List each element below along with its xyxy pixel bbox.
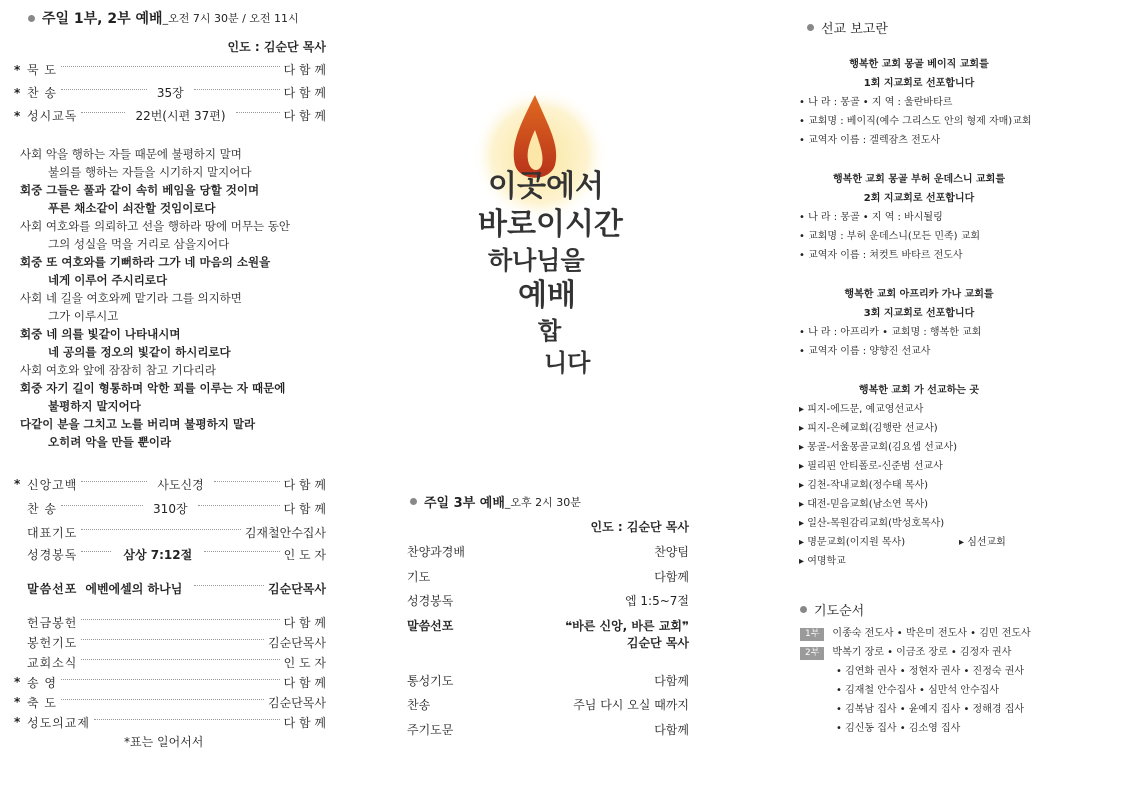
prayer-title: 기도순서 xyxy=(814,604,865,619)
order-person: 김재철안수집사 xyxy=(244,525,326,540)
service-1-2-heading xyxy=(28,8,299,28)
order-list-2 xyxy=(14,472,326,544)
service-tag: 2부 xyxy=(800,647,824,660)
stand-mark: * xyxy=(14,675,21,689)
supported-mission-item: ▸ 심선교회 xyxy=(959,537,1006,548)
order-label: 헌금봉헌 xyxy=(27,615,78,630)
supported-mission-item: ▸ 피지-에드문, 예교영선교사 xyxy=(799,400,1039,419)
order-row xyxy=(14,692,326,712)
order-person: 다 함 께 xyxy=(283,86,326,100)
prayer-names: 이종숙 전도사 • 박은미 전도사 • 김민 전도사 xyxy=(832,628,1031,639)
supported-mission-item: ▸ 몽골-서울몽골교회(김요셉 선교사) xyxy=(799,438,1039,457)
reading-line: 사회 여호와를 의뢰하고 선을 행하라 땅에 머무는 동안 xyxy=(20,219,290,233)
reading-line: 회중 자기 길이 형통하며 악한 꾀를 이루는 자 때문에 xyxy=(20,381,286,395)
mission-report-proclaim: 3회 지교회로 선포합니다 xyxy=(863,308,975,319)
service-3-order xyxy=(407,543,689,745)
order-label: 축 도 xyxy=(27,695,57,710)
reading-line: 네 공의를 정오의 빛같이 하시리로다 xyxy=(48,345,231,359)
stand-mark: * xyxy=(14,477,21,491)
order-row xyxy=(14,520,326,544)
bullet-icon xyxy=(807,24,814,31)
sermon-preacher: 김순단목사 xyxy=(268,581,326,596)
order-row xyxy=(14,712,326,732)
reading-line: 회중 또 여호와를 기뻐하라 그가 네 마음의 소원을 xyxy=(20,255,271,269)
sermon-label: 말씀선포 xyxy=(27,581,78,596)
calligraphy-text xyxy=(478,168,638,379)
prayer-row xyxy=(800,681,1100,700)
standing-note: *표는 일어서서 xyxy=(124,735,204,749)
reading-line: 푸른 채소같이 쇠잔할 것임이로다 xyxy=(48,201,216,215)
reading-line: 네게 이루어 주시리로다 xyxy=(48,273,168,287)
mission-report-heading: 행복한 교회 몽골 부허 운데스니 교회를 xyxy=(833,174,1005,185)
reading-line: 다같이 분을 그치고 노를 버리며 불평하지 말라 xyxy=(20,417,256,431)
order-row xyxy=(14,104,326,127)
order-person: 다 함 께 xyxy=(283,615,326,630)
prayer-row xyxy=(800,700,1100,719)
service-3-value: ❝바른 신앙, 바른 교회❞ 김순단 목사 xyxy=(565,618,689,650)
reading-line: 그가 이루시고 xyxy=(48,309,119,323)
order-person: 김순단목사 xyxy=(268,635,326,650)
supported-mission-item: ▸ 대전-믿음교회(남소연 목사) xyxy=(799,495,1039,514)
mission-report-heading: 행복한 교회 몽골 베이직 교회를 xyxy=(849,59,989,70)
order-label: 성도의교제 xyxy=(27,715,90,730)
mission-report-line: • 교역자 이름 : 양향진 선교사 xyxy=(799,342,1039,361)
mission-report-line: • 교역자 이름 : 쳐컷트 바타르 전도사 xyxy=(799,246,1039,265)
scripture-label: 성경봉독 xyxy=(27,547,78,562)
supported-missions xyxy=(799,381,1039,571)
service-3-row xyxy=(407,543,689,568)
reading-line: 회중 그들은 풀과 같이 속히 베임을 당할 것이며 xyxy=(20,183,260,197)
order-label: 묵 도 xyxy=(27,63,57,77)
service-3-row xyxy=(407,617,689,672)
order-row xyxy=(14,81,326,104)
stand-mark: * xyxy=(14,108,21,123)
order-row xyxy=(14,652,326,672)
service-3-label: 찬송 xyxy=(407,698,431,712)
mission-report-line: • 교회명 : 부허 운데스니(모든 민족) 교회 xyxy=(799,227,1039,246)
order-row xyxy=(14,496,326,520)
stand-mark: * xyxy=(14,62,21,77)
mission-report-heading: 행복한 교회 아프리카 가나 교회를 xyxy=(844,289,994,300)
service-3-label: 주기도문 xyxy=(407,722,454,737)
calligraphy-line: 바로이시간 xyxy=(478,207,623,242)
mission-heading xyxy=(807,18,888,37)
stand-mark: * xyxy=(14,85,21,100)
prayer-names: • 김신동 집사 • 김소영 집사 xyxy=(836,723,961,734)
mission-report-line: • 나 라 : 몽골 • 지 역 : 울란바타르 xyxy=(799,93,1039,112)
bullet-icon xyxy=(800,606,807,613)
order-person: 김순단목사 xyxy=(268,695,326,710)
order-label: 찬 송 xyxy=(27,86,57,100)
order-label: 송 영 xyxy=(27,675,57,690)
service-3-row xyxy=(407,592,689,617)
mission-report xyxy=(799,285,1039,361)
mission-report xyxy=(799,55,1039,150)
prayer-names: • 김재철 안수집사 • 심만석 안수집사 xyxy=(836,685,999,696)
order-person: 다 함 께 xyxy=(283,501,326,516)
order-list-3 xyxy=(14,612,326,732)
reading-line: 불평하지 말지어다 xyxy=(48,399,141,413)
mission-reports xyxy=(799,55,1039,381)
prayer-names: • 김복남 집사 • 윤예지 집사 • 정해경 집사 xyxy=(836,704,1025,715)
prayer-list xyxy=(800,624,1100,738)
order-detail: 22번(시편 37편) xyxy=(135,109,226,123)
calligraphy-line: 니다 xyxy=(544,348,591,377)
calligraphy-artwork xyxy=(470,90,640,420)
service-3-title: 주일 3부 예배 xyxy=(424,496,505,511)
responsive-reading xyxy=(20,145,332,451)
service-3-row xyxy=(407,568,689,593)
order-list-1 xyxy=(14,58,326,127)
calligraphy-line: 하나님을 xyxy=(488,246,585,275)
prayer-names: 박복기 장로 • 이금조 장로 • 김정자 권사 xyxy=(832,647,1012,658)
supported-mission-item: ▸ 김천-작내교회(정수태 목사) xyxy=(799,476,1039,495)
stand-mark: * xyxy=(14,715,21,729)
bullet-icon xyxy=(28,15,35,22)
mission-report-proclaim: 1회 지교회로 선포합니다 xyxy=(863,78,975,89)
supported-mission-item: ▸ 필리핀 안티폴로-신준범 선교사 xyxy=(799,457,1039,476)
service-3-value: 다함께 xyxy=(654,569,689,584)
mission-report-proclaim: 2회 지교회로 선포합니다 xyxy=(863,193,975,204)
prayer-row xyxy=(800,624,1100,643)
scripture-row xyxy=(14,544,326,564)
calligraphy-line: 이곳에서 xyxy=(488,169,604,204)
mission-report xyxy=(799,170,1039,265)
order-label: 봉헌기도 xyxy=(27,635,78,650)
service-3-value: 다함께 xyxy=(654,673,689,688)
order-person: 다 함 께 xyxy=(283,477,326,492)
mission-report-line: • 나 라 : 몽골 • 지 역 : 바시될링 xyxy=(799,208,1039,227)
service-1-2-time: _오전 7시 30분 / 오전 11시 xyxy=(162,12,299,25)
order-person: 다 함 께 xyxy=(283,675,326,690)
reading-line: 불의를 행하는 자들을 시기하지 말지어다 xyxy=(48,165,252,179)
order-label: 성시교독 xyxy=(27,109,78,123)
supported-mission-item: ▸ 명문교회(이지원 목사) ▸ 심선교회 xyxy=(799,533,1039,552)
order-person: 인 도 자 xyxy=(283,655,326,670)
service-3-heading xyxy=(410,492,581,511)
order-row xyxy=(14,58,326,81)
order-detail: 310장 xyxy=(153,501,188,516)
supported-mission-item: ▸ 일산-목원감리교회(박성호목사) xyxy=(799,514,1039,533)
stand-mark: * xyxy=(14,695,21,709)
reading-line: 회중 네 의를 빛같이 나타내시며 xyxy=(20,327,181,341)
prayer-row xyxy=(800,643,1100,662)
reading-line: 사회 네 길을 여호와께 맡기라 그를 의지하면 xyxy=(20,291,242,305)
order-label: 신앙고백 xyxy=(27,477,78,492)
prayer-names: • 김연화 권사 • 정현자 권사 • 진정숙 권사 xyxy=(836,666,1025,677)
prayer-row xyxy=(800,719,1100,738)
service-3-label: 기도 xyxy=(407,569,431,584)
prayer-heading xyxy=(800,600,864,619)
order-row xyxy=(14,472,326,496)
sermon-title: 에벤에셀의 하나님 xyxy=(85,581,183,596)
scripture-reader: 인 도 자 xyxy=(283,547,326,562)
supported-mission-item: ▸ 피지-은혜교회(김행란 선교사) xyxy=(799,419,1039,438)
supported-missions-title: 행복한 교회 가 선교하는 곳 xyxy=(858,385,980,396)
service-3-label: 성경봉독 xyxy=(407,594,454,608)
reading-line: 사회 여호와 앞에 잠잠히 참고 기다리라 xyxy=(20,363,217,377)
service-3-row xyxy=(407,696,689,721)
service-3-row xyxy=(407,672,689,697)
service-3-time: _오후 2시 30분 xyxy=(504,495,581,509)
service-3-leader: 인도 : 김순단 목사 xyxy=(590,520,689,534)
calligraphy-line: 예배 xyxy=(518,278,576,313)
order-row xyxy=(14,632,326,652)
order-label: 대표기도 xyxy=(27,525,78,540)
service-1-2-title: 주일 1부, 2부 예배 xyxy=(42,11,163,27)
order-label: 찬 송 xyxy=(27,501,57,516)
service-3-preacher: 김순단 목사 xyxy=(626,635,689,650)
service-3-value: 다함께 xyxy=(654,722,689,737)
order-person: 다 함 께 xyxy=(283,63,326,77)
scripture-ref: 삼상 7:12절 xyxy=(123,547,193,562)
reading-line: 오히려 악을 만들 뿐이라 xyxy=(48,435,172,449)
mission-report-line: • 교역자 이름 : 겔렉잠츠 전도사 xyxy=(799,131,1039,150)
supported-mission-item: ▸ 여명학교 xyxy=(799,552,1039,571)
reading-line: 그의 성실을 먹을 거리로 삼을지어다 xyxy=(48,237,230,251)
service-3-label: 말씀선포 xyxy=(407,618,454,633)
sermon-row xyxy=(14,578,326,598)
bullet-icon xyxy=(410,498,417,505)
service-3-label: 찬양과경배 xyxy=(407,545,465,559)
mission-report-line: • 나 라 : 아프리카 • 교회명 : 행복한 교회 xyxy=(799,323,1039,342)
mission-report-line: • 교회명 : 베이직(예수 그리스도 안의 형제 자매)교회 xyxy=(799,112,1039,131)
service-3-value: 찬양팀 xyxy=(654,545,689,559)
mission-title: 선교 보고란 xyxy=(821,22,888,37)
prayer-row xyxy=(800,662,1100,681)
calligraphy-line: 합 xyxy=(538,316,562,345)
leader-label: 인도 : 김순단 목사 xyxy=(227,40,326,54)
order-detail: 35장 xyxy=(156,86,184,100)
service-3-row xyxy=(407,721,689,746)
order-detail: 사도신경 xyxy=(157,477,204,492)
order-label: 교회소식 xyxy=(27,655,78,670)
service-3-value: 주님 다시 오실 때까지 xyxy=(573,698,689,712)
order-person: 다 함 께 xyxy=(283,109,326,123)
service-tag: 1부 xyxy=(800,628,824,641)
order-row xyxy=(14,672,326,692)
service-3-value: 엡 1:5~7절 xyxy=(624,594,689,608)
service-3-label: 통성기도 xyxy=(407,673,454,688)
order-person: 다 함 께 xyxy=(283,715,326,730)
reading-line: 사회 악을 행하는 자들 때문에 불평하지 말며 xyxy=(20,147,242,161)
order-row xyxy=(14,612,326,632)
